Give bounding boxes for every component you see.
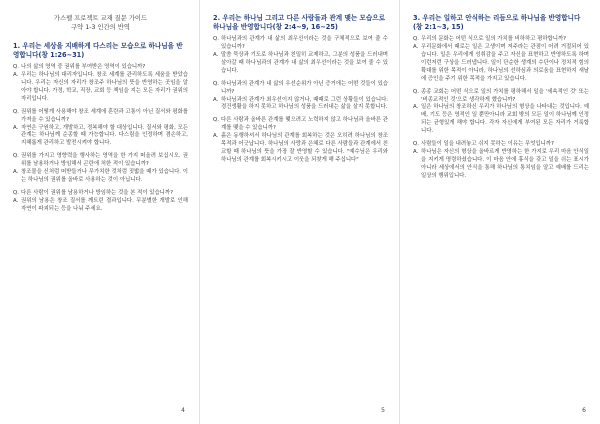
page-4 bbox=[0, 0, 200, 424]
qa-item: Q. 권위를 어떻게 사용해야 창조 세계에 혼란과 고통이 아닌 질서와 평화를 가져올 수 있습니까? bbox=[13, 108, 188, 123]
qa-item: Q. 다른 사람과 올바른 관계를 맺으려고 노력하지 않고 하나님과 올바른 관계를 맺을 수 있습니까? bbox=[213, 117, 388, 132]
qa-item: A. 말씀 묵상과 기도로 하나님과 친밀히 교제하고, 그분의 성품을 드러내며 살아갈 때 하나님과의 관계가 내 삶의 최우선이라는 것을 보여 줄 수 있습니다. bbox=[213, 52, 388, 74]
section-title: 2. 우리는 하나님 그리고 다른 사람들과 관계 맺는 모습으로 하나님을 반영합니다(창 2:4~9, 16~25) bbox=[213, 14, 385, 31]
qa-item: Q. 권위를 가지고 영향력을 행사하는 영역을 한 가지 떠올려 보십시오. 권위를 남용하거나 방임해서 곤란에 처한 적이 있습니까? bbox=[13, 153, 188, 168]
page-number: 6 bbox=[582, 407, 586, 414]
qa-item: A. 하나님은 자신의 형상을 올바르게 반영하는 한 가지로 우리 마음 안식일을 지키게 명령하셨습니다. 이 마음 안에 휴식을 갖고 일을 쉬는 표시가 아니라 세상에서의 안식을 통해 하나님의 통치임을 알고 예배를 드리는 일상의 행위입니다. bbox=[413, 148, 589, 179]
page-6 bbox=[400, 0, 600, 424]
qa-list bbox=[413, 36, 589, 180]
qa-item: Q. 하나님과의 관계가 내 삶의 우선순위가 아닌 증거에는 어떤 것들이 있습니까? bbox=[213, 80, 388, 95]
page-5 bbox=[200, 0, 400, 424]
qa-item: A. 일은 하나님의 창조하신 우리가 하나님의 형상을 나타내는 것입니다. 예배, 기도 등은 영적인 일 뿐만아니라 교회 밖의 모든 일이 하나님께 인정되는 균형있게 해야 합니다. 각자 자신에게 부여된 모든 자리가 거룩합니다. bbox=[413, 104, 589, 135]
qa-item: A. 창조물을 신처럼 떠받들거나 무가치한 것처럼 짓밟을 때가 있습니다. 이는 하나님의 권위를 올바로 사용하는 것이 아닙니다. bbox=[13, 169, 188, 183]
qa-item: Q. 사람들이 일을 내려놓고 쉬지 못하는 이유는 무엇입니까? bbox=[413, 141, 554, 148]
qa-item: A. 우리문화에서 때로는 일은 고생이며 저주라는 관점이 어려 거절되어 있습니다. 일은 우리에게 성취감을 주고 자신을 표현하고 반영하도록 하며 이런저런 구상을 드러냅니다. 일이 단순한 생계의 수단이나 정치적 힘의 확대를 위한 목적이 아니라, 하나님의 선하심과 의로움을 표현하지 새날에 증인을 주기 위한 목적을 가지고 있습니다. bbox=[413, 44, 589, 82]
qa-list bbox=[13, 64, 188, 213]
page-number: 5 bbox=[381, 407, 385, 414]
qa-item: Q. 종종 교회는 어떤 식으로 일의 가치를 평하해서 일을 '세속적인 것' 또는 '비종교적인 것'으로 생각하게 했습니까? bbox=[413, 88, 589, 103]
qa-item: A. 하나님과의 관계가 최우선이지 않거나, 때때로 그런 상황들이 있습니다. 경건생활을 하지 못하고 하나님의 성품을 드러내는 삶을 살지 못합니다. bbox=[213, 96, 388, 111]
qa-item: Q. 다른 사람이 권위를 남용하거나 방임하는 것을 본 적이 있습니까? bbox=[13, 189, 173, 196]
header-line-2: 구약 1-3 인간의 반역 bbox=[71, 24, 130, 31]
header-line-1: 가스펠 프로젝트 교재 질문 가이드 bbox=[53, 15, 148, 22]
qa-item: Q. 우리의 문화는 어떤 식으로 일의 가치를 비하하고 평하합니까? bbox=[413, 36, 567, 43]
page-header bbox=[13, 14, 188, 32]
qa-item: A. 권위의 남용은 창조 질서를 깨트린 결과입니다. 무분별한 개발로 인해 자연이 파괴되는 등을 나눠 주세요. bbox=[13, 197, 188, 212]
qa-item: Q. 나의 삶의 영역 중 권위를 부여받은 영역이 있습니까? bbox=[13, 64, 146, 71]
qa-list bbox=[213, 36, 388, 165]
section-title: 3. 우리는 일하고 안식하는 리듬으로 하나님을 반영합니다(창 2:1~3, 15) bbox=[413, 14, 581, 31]
qa-item: A. 흙은 동행하셔서 하나님의 관계를 회복하는 것은 오히려 하나님의 창조 목적과 어긋납니다. 하나님의 사랑과 은혜로 다른 사람들과 관계에서 친교할 때 하나님의 뜻을 가장 잘 반영할 수 있습니다. "예수님은 우리와 하나님의 관계를 회복시키시고 이웃을 되찾게 해 주십니다" bbox=[213, 133, 388, 163]
page-number: 4 bbox=[181, 407, 185, 414]
qa-item: A. 우리는 하나님의 대리자입니다. 창조 세계를 관리하도록 세움을 받았습니다. 우리는 자신의 자리가 창조주 하나님의 뜻을 반영하는 곳임을 알아야 합니다. 가정, 학교, 직장, 교회 등 책임을 지는 모든 자리가 권위의 자리입니다. bbox=[13, 72, 188, 102]
qa-item: A. 자연은 구원하고, 개발하고, 정복해야 할 대상입니다. 질서와 평화, 모든 관계는 하나님께 순종할 때 가능합니다. 다스림을 인정하며 겸손하고, 지혜롭게 관리하고 발전시켜야 합니다. bbox=[13, 124, 188, 147]
qa-item: Q. 하나님과의 관계가 내 삶의 최우선이라는 것을 구체적으로 보여 줄 수 있습니까? bbox=[213, 36, 388, 51]
section-title: 1. 우리는 세상을 지배하게 다스리는 모습으로 하나님을 반영합니다(창 1:26~31) bbox=[13, 42, 183, 59]
